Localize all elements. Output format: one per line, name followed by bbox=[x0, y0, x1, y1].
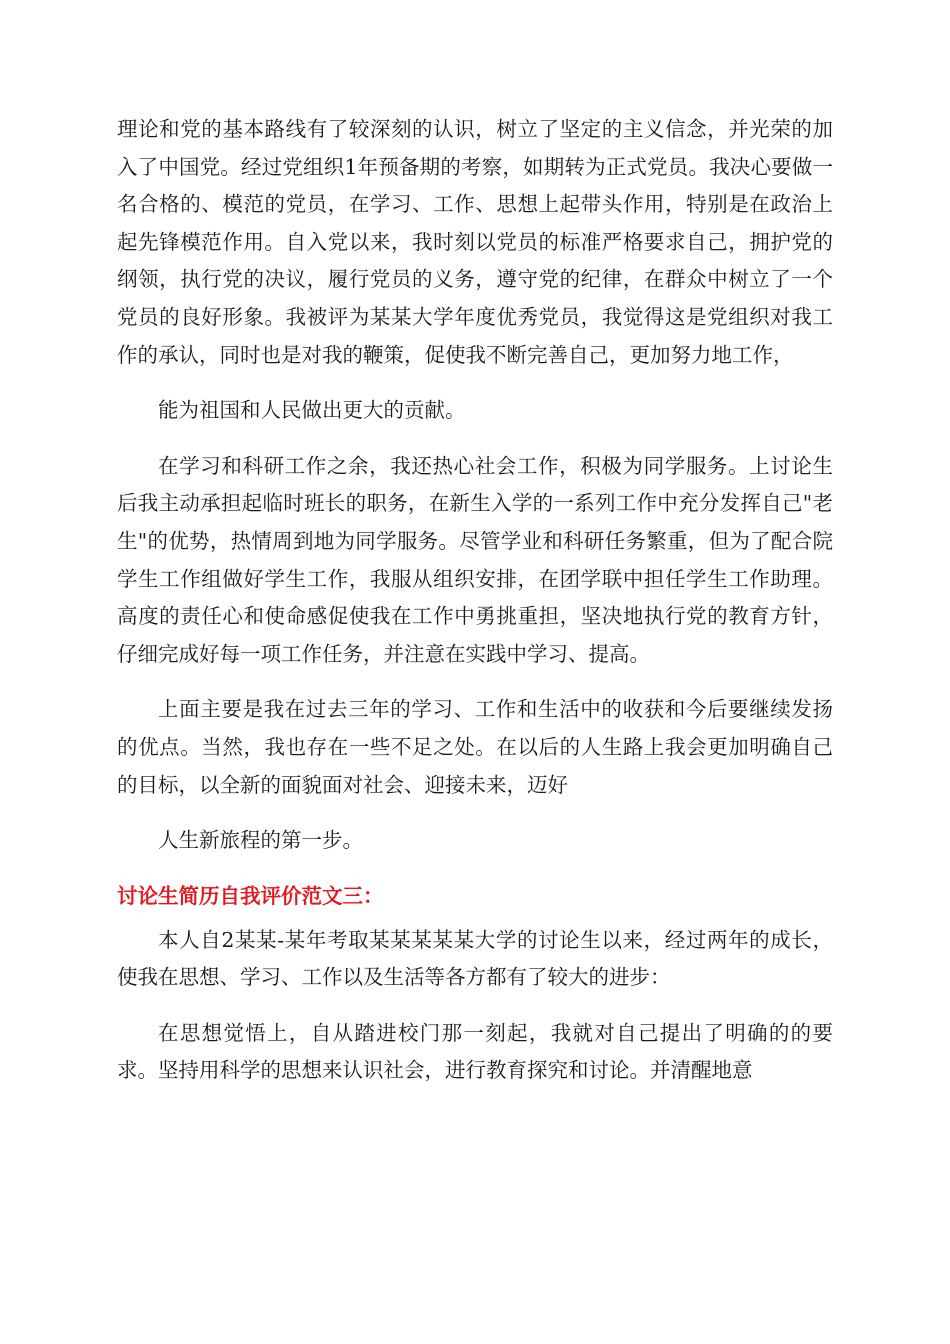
paragraph-intro: 本人自2某某-某年考取某某某某某大学的讨论生以来，经过两年的成长，使我在思想、学习、工作以及生活等各方都有了较大的进步： bbox=[117, 927, 833, 990]
paragraph-thinking: 在思想觉悟上，自从踏进校门那一刻起，我就对自己提出了明确的的要求。坚持用科学的思想来认识社会，进行教育探究和讨论。并清醒地意 bbox=[117, 1020, 833, 1083]
paragraph-social-work: 在学习和科研工作之余，我还热心社会工作，积极为同学服务。上讨论生后我主动承担起临时班长的职务，在新生入学的一系列工作中充分发挥自己"老生"的优势，热情周到地为同学服务。尽管学业和科研任务繁重，但为了配合院学生工作组做好学生工作，我服从组织安排，在团学联中担任学生工作助理。高度的责任心和使命感促使我在工作中勇挑重担，坚决地执行党的教育方针，仔细完成好每一项工作任务，并注意在实践中学习、提高。 bbox=[117, 453, 833, 666]
section-heading: 讨论生简历自我评价范文三： bbox=[117, 883, 384, 908]
paragraph-contribution: 能为祖国和人民做出更大的贡献。 bbox=[158, 398, 466, 423]
document-page bbox=[117, 111, 833, 1108]
paragraph-party-membership: 理论和党的基本路线有了较深刻的认识，树立了坚定的主义信念，并光荣的加入了中国党。经过党组织1年预备期的考察，如期转为正式党员。我决心要做一名合格的、模范的党员，在学习、工作、思想上起带头作用，特别是在政治上起先锋模范作用。自入党以来，我时刻以党员的标准严格要求自己，拥护党的纲领，执行党的决议，履行党员的义务，遵守党的纪律，在群众中树立了一个党员的良好形象。我被评为某某大学年度优秀党员，我觉得这是党组织对我工作的承认，同时也是对我的鞭策，促使我不断完善自己，更加努力地工作， bbox=[117, 117, 833, 367]
paragraph-summary: 上面主要是我在过去三年的学习、工作和生活中的收获和今后要继续发扬的优点。当然，我也存在一些不足之处。在以后的人生路上我会更加明确自己的目标，以全新的面貌面对社会、迎接未来，迈好 bbox=[117, 697, 833, 797]
paragraph-first-step: 人生新旅程的第一步。 bbox=[158, 828, 363, 853]
